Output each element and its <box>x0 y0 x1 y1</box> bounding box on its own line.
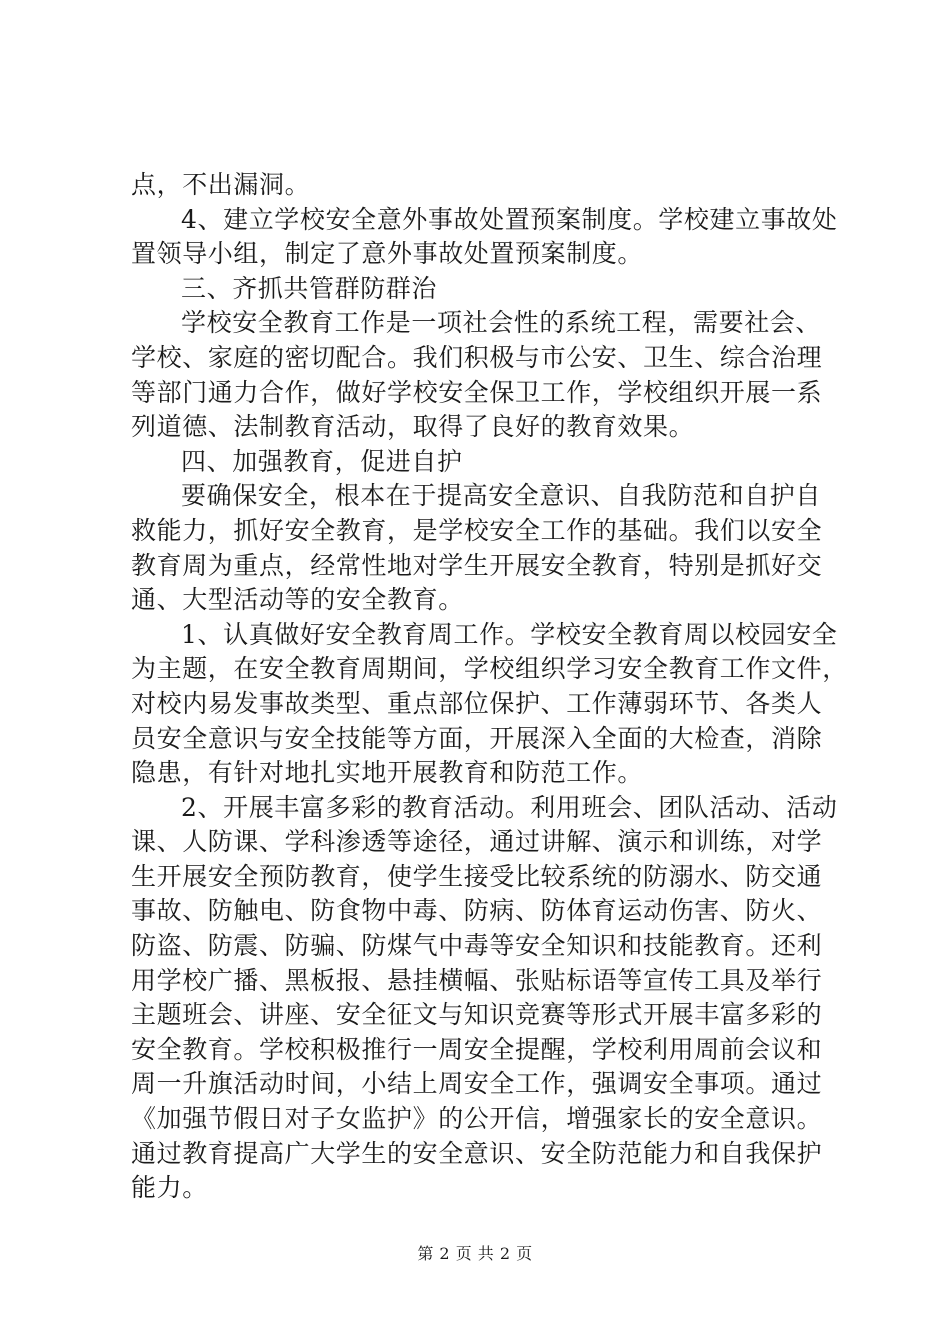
text-line: 教育周为重点，经常性地对学生开展安全教育，特别是抓好交 <box>131 550 823 580</box>
text-line: 三、齐抓共管群防群治 <box>181 273 438 303</box>
document-body <box>131 168 848 1206</box>
text-line: 安全教育。学校积极推行一周安全提醒，学校利用周前会议和 <box>131 1034 823 1064</box>
text-line: 通、大型活动等的安全教育。 <box>131 585 464 615</box>
text-line: 隐患，有针对地扎实地开展教育和防范工作。 <box>131 758 644 788</box>
text-line: 事故、防触电、防食物中毒、防病、防体育运动伤害、防火、 <box>131 896 823 926</box>
text-line: 点，不出漏洞。 <box>131 170 311 199</box>
text-line: 学校安全教育工作是一项社会性的系统工程，需要社会、 <box>181 308 822 338</box>
text-line: 能力。 <box>131 1173 208 1203</box>
text-line: 2、开展丰富多彩的教育活动。利用班会、团队活动、活动 <box>181 792 838 822</box>
text-line: 等部门通力合作，做好学校安全保卫工作，学校组织开展一系 <box>131 377 823 407</box>
text-line: 员安全意识与安全技能等方面，开展深入全面的大检查，消除 <box>131 723 823 753</box>
text-line: 置领导小组，制定了意外事故处置预案制度。 <box>131 239 644 269</box>
text-line: 防盗、防震、防骗、防煤气中毒等安全知识和技能教育。还利 <box>131 931 823 961</box>
text-line: 《加强节假日对子女监护》的公开信，增强家长的安全意识。 <box>131 1104 823 1134</box>
text-line: 对校内易发事故类型、重点部位保护、工作薄弱环节、各类人 <box>131 688 823 718</box>
text-line: 要确保安全，根本在于提高安全意识、自我防范和自护自 <box>181 481 822 511</box>
text-line: 生开展安全预防教育，使学生接受比较系统的防溺水、防交通 <box>131 861 823 891</box>
text-line: 四、加强教育，促进自护 <box>181 446 463 476</box>
text-line: 用学校广播、黑板报、悬挂横幅、张贴标语等宣传工具及举行 <box>131 965 823 995</box>
text-line: 学校、家庭的密切配合。我们积极与市公安、卫生、综合治理 <box>131 342 823 372</box>
text-line: 1、认真做好安全教育周工作。学校安全教育周以校园安全 <box>181 619 838 649</box>
text-line: 列道德、法制教育活动，取得了良好的教育效果。 <box>131 412 695 442</box>
page-footer: 第 2 页 共 2 页 <box>417 1244 533 1263</box>
text-line: 课、人防课、学科渗透等途径，通过讲解、演示和训练，对学 <box>131 827 823 857</box>
text-line: 为主题，在安全教育周期间，学校组织学习安全教育工作文件， <box>131 654 848 684</box>
text-line: 4、建立学校安全意外事故处置预案制度。学校建立事故处 <box>181 204 838 234</box>
text-line: 周一升旗活动时间，小结上周安全工作，强调安全事项。通过 <box>131 1069 823 1099</box>
text-line: 通过教育提高广大学生的安全意识、安全防范能力和自我保护 <box>131 1138 823 1168</box>
text-line: 主题班会、讲座、安全征文与知识竞赛等形式开展丰富多彩的 <box>131 1000 823 1030</box>
text-line: 救能力，抓好安全教育，是学校安全工作的基础。我们以安全 <box>131 515 823 545</box>
